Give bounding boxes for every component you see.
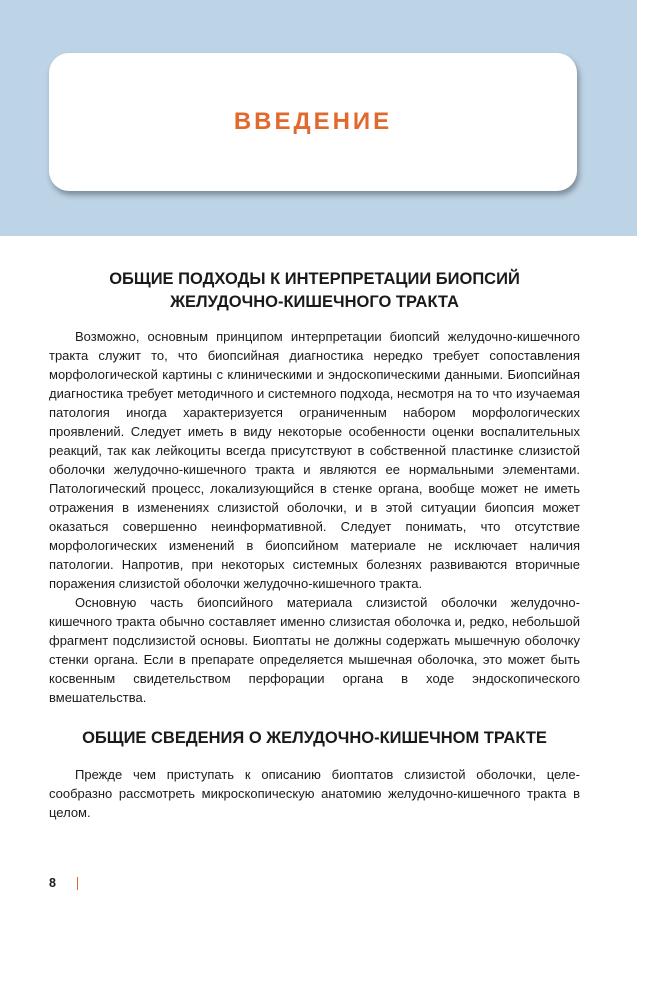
body-paragraph: Возможно, основным принципом интерпретации биопсий желудочно-кишечного тракта служит то, что биопсийная диагностика нередко требует сопоставления морфологической картины с клиническими и эндоскопическими данными. Биопсийная диагностика требует методичного и системного подхода, несмотря на то что изучаемая патология иногда характеризуется ограниченным набором морфологических проявлений. Следует иметь в виду некоторые особенности оценки воспалительных реакций, так как лейкоциты всегда присутствуют в собственной пластинке слизистой оболочки желудочно-кишечного тракта и являются ее нормальными элементами. Патологический процесс, локализующийся в стенке органа, вообще может не иметь отражения в изменениях слизистой оболочки, и в этой ситуации биопсия может оказаться совершенно неинформативной. Следует понимать, что отсутствие морфологических изменений в биопсийном материале не исключает наличия патологии. Напротив, при некоторых системных болезнях развиваются вторичные поражения слизистой оболочки желудочно-кишечного тракта.: [49, 329, 580, 591]
section-heading-biopsy-interpretation: [49, 268, 580, 314]
footer-divider: [77, 877, 78, 890]
chapter-title-card: [49, 53, 577, 191]
section-heading-line-1: ОБЩИЕ ПОДХОДЫ К ИНТЕРПРЕТАЦИИ БИОПСИЙ: [109, 270, 520, 288]
page-number: 8: [49, 876, 56, 890]
body-paragraph: Прежде чем приступать к описанию биоптатов слизистой оболочки, целесообразно рассмотреть микроскопическую анатомию желудочно-кишечного тракта в целом.: [49, 767, 580, 820]
chapter-title: ВВЕДЕНИЕ: [233, 108, 393, 135]
section-heading-gi-tract-overview: ОБЩИЕ СВЕДЕНИЯ О ЖЕЛУДОЧНО-КИШЕЧНОМ ТРАКТЕ: [82, 729, 547, 747]
section-heading-line-2: ЖЕЛУДОЧНО-КИШЕЧНОГО ТРАКТА: [170, 293, 459, 311]
page-content: [49, 268, 580, 822]
body-paragraph: Основную часть биопсийного материала слизистой оболочки желудочно-кишечного тракта обычно составляет именно слизистая оболочка и, редко, небольшой фрагмент подслизистой основы. Биоптаты не должны содержать мышечную оболочку стенки органа. Если в препарате определяется мышечная оболочка, это может быть косвенным свидетельством перфорации органа в ходе эндоскопического вмешательства.: [49, 595, 580, 705]
